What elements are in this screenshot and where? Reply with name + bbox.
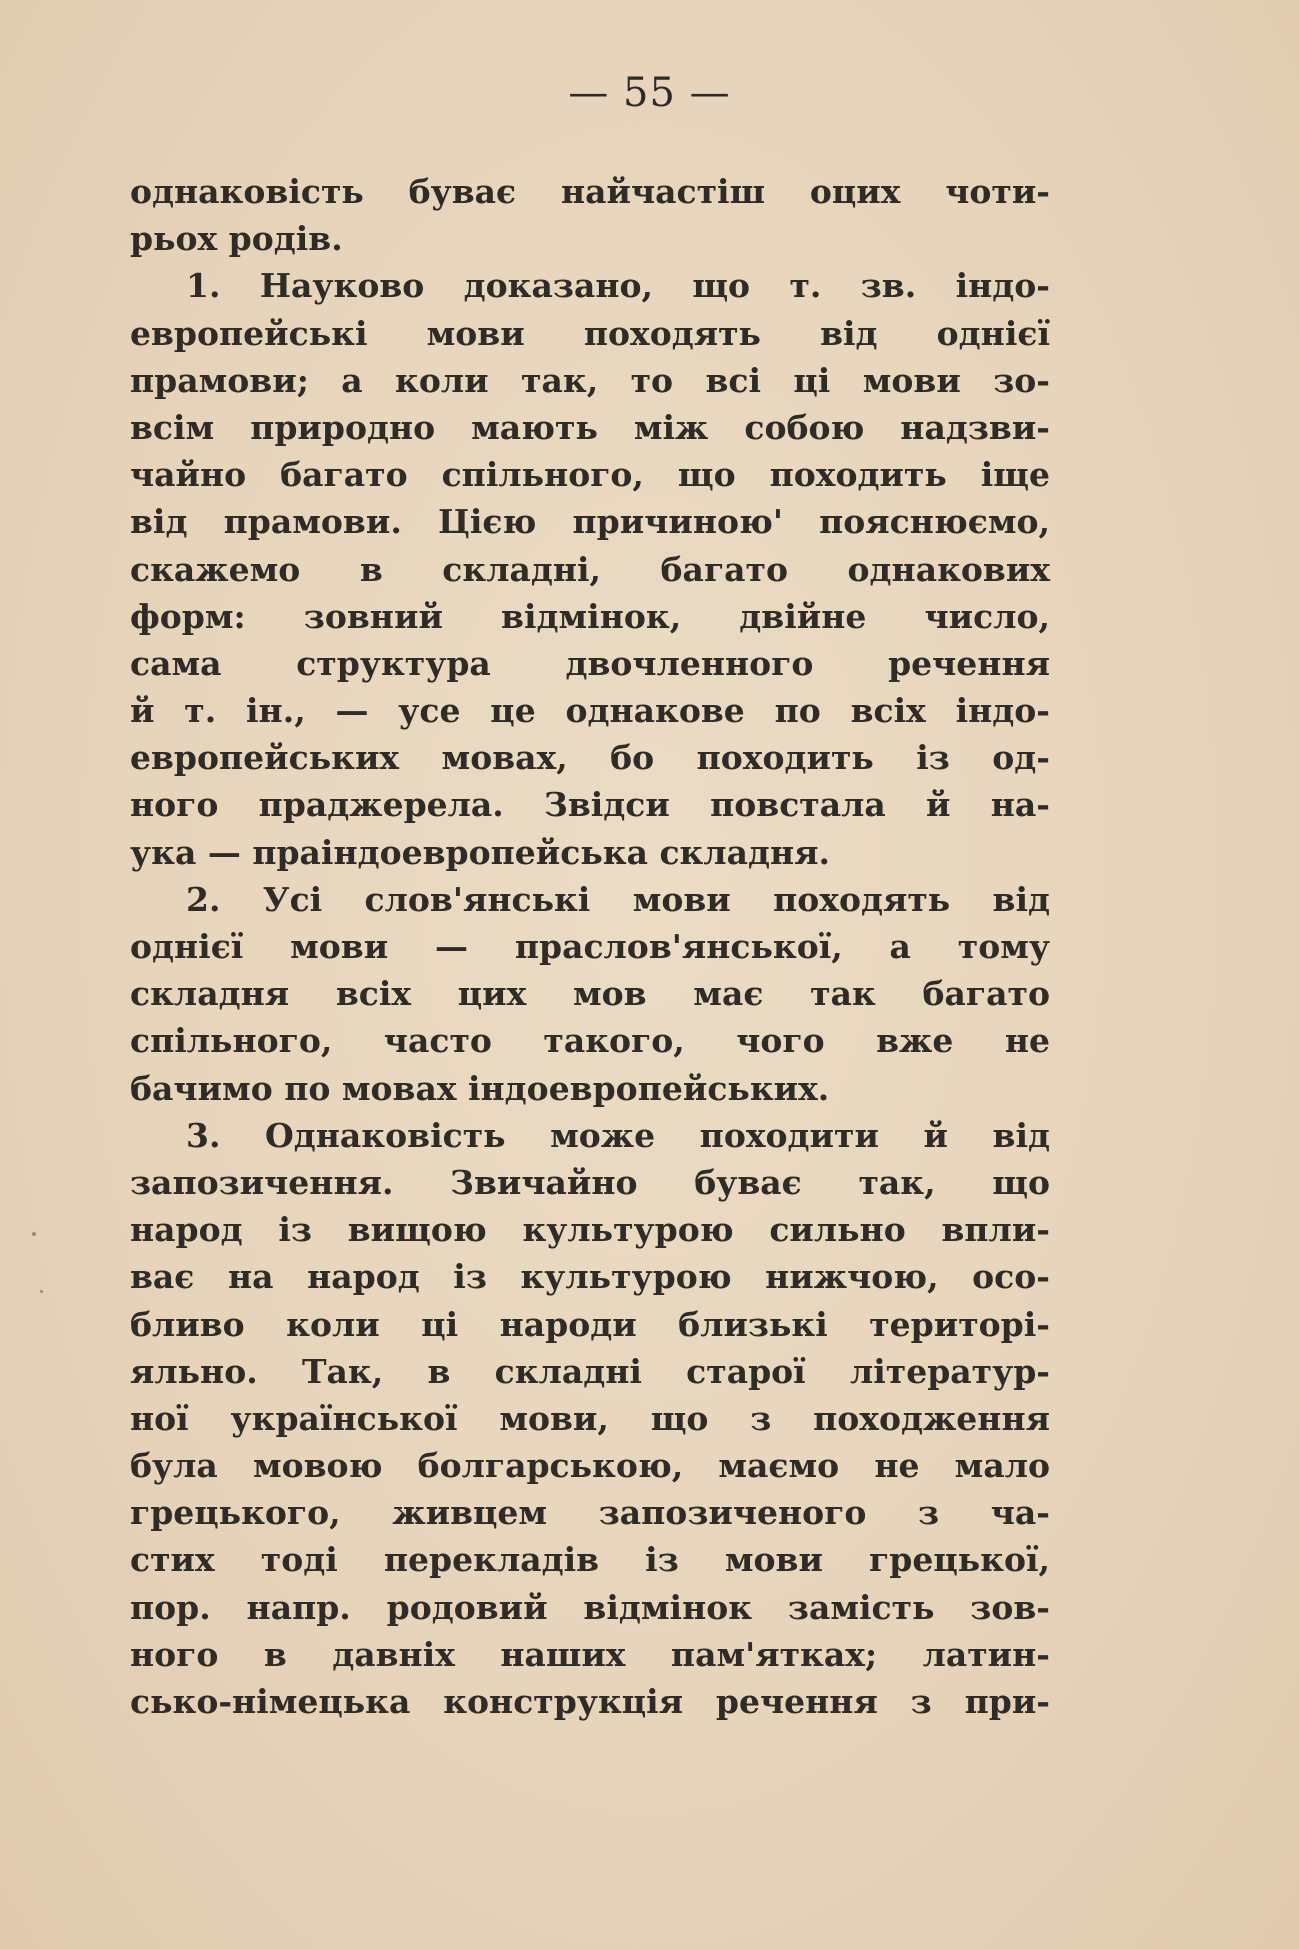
text-line: однаковість буває найчастіш оцих чоти- — [130, 172, 1050, 211]
text-line: 1. Науково доказано, що т. зв. індо- — [186, 266, 1050, 306]
text-line: европейських мовах, бо походить із од- — [130, 738, 1050, 778]
text-line: пор. напр. родовий відмінок замість зов- — [130, 1587, 1050, 1627]
text-line: 3. Однаковість може походити й від — [186, 1115, 1050, 1155]
text-line: народ із вищою культурою сильно впли- — [130, 1210, 1050, 1250]
text-line: ного в давніх наших пам'ятках; латин- — [130, 1634, 1050, 1674]
text-line: від прамови. Цією причиною' пояснюємо, — [130, 502, 1050, 542]
text-line: форм: зовний відмінок, двійне число, — [130, 596, 1050, 636]
page-number: — 55 — — [568, 70, 731, 116]
body-text — [130, 168, 1050, 1725]
text-line: спільного, часто такого, чого вже не — [130, 1021, 1050, 1061]
text-line: запозичення. Звичайно буває так, що — [130, 1162, 1050, 1202]
text-line: европейські мови походять від однієї — [130, 313, 1050, 353]
text-line: ного праджерела. Звідси повстала й на- — [130, 785, 1050, 825]
text-line: була мовою болгарською, маємо не мало — [130, 1446, 1050, 1486]
text-line: ної української мови, що з походження — [130, 1398, 1050, 1438]
text-line: чайно багато спільного, що походить іще — [130, 455, 1050, 495]
text-line: всім природно мають між собою надзви- — [130, 407, 1050, 447]
text-line: рьох родів. — [130, 219, 343, 259]
text-line: прамови; а коли так, то всі ці мови зо- — [130, 360, 1050, 400]
text-line: грецького, живцем запозиченого з ча- — [130, 1493, 1050, 1533]
text-line: ває на народ із культурою нижчою, осо- — [130, 1257, 1050, 1297]
text-line: скажемо в складні, багато однакових — [130, 549, 1050, 589]
text-line: складня всіх цих мов має так багато — [130, 974, 1050, 1014]
text-line: яльно. Так, в складні старої літератур- — [130, 1351, 1050, 1391]
text-line: сама структура двочленного речення — [130, 643, 1050, 683]
text-line: однієї мови — праслов'янської, а тому — [130, 927, 1050, 966]
paper-speck — [32, 1232, 36, 1236]
text-line: й т. ін., — усе це однакове по всіх індо- — [130, 691, 1050, 731]
paper-speck — [40, 1290, 43, 1293]
text-line: бачимо по мовах індоевропейських. — [130, 1068, 830, 1108]
text-line: бливо коли ці народи близькі територі- — [130, 1304, 1050, 1344]
text-line: 2. Усі слов'янські мови походять від — [186, 879, 1050, 919]
text-line: ука — праіндоевропейська складня. — [130, 832, 831, 872]
text-line: стих тоді перекладів із мови грецької, — [130, 1540, 1050, 1580]
text-line: сько-німецька конструкція речення з при- — [130, 1682, 1050, 1721]
